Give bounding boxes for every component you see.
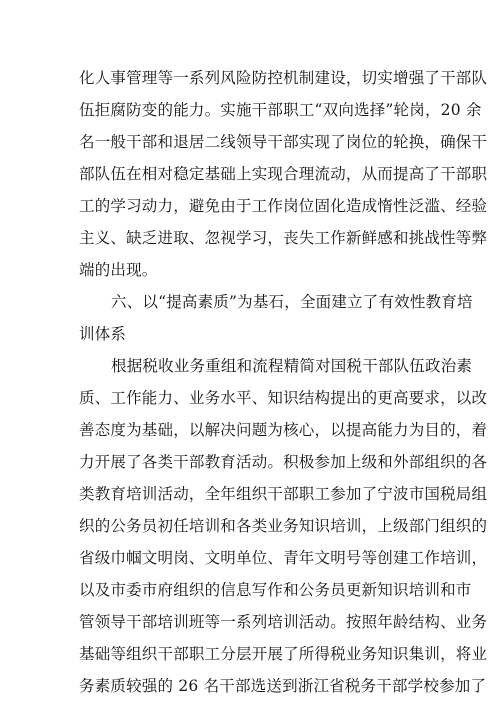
text-line: 基础等组织干部职工分层开展了所得税业务知识集训，将业 xyxy=(79,645,488,663)
text-line: 类教育培训活动，全年组织干部职工参加了宁波市国税局组 xyxy=(79,485,488,503)
text-line: 织的公务员初任培训和各类业务知识培训，上级部门组织的 xyxy=(79,517,488,535)
text-line: 名一般干部和退居二线领导干部实现了岗位的轮换，确保干 xyxy=(79,133,488,151)
text-line: 伍拒腐防变的能力。实施干部职工“双向选择”轮岗，20 余 xyxy=(79,101,482,119)
heading-line: 六、以“提高素质”为基石，全面建立了有效性教育培 xyxy=(111,293,473,311)
text-line: 端的出现。 xyxy=(79,261,158,279)
text-line: 化人事管理等一系列风险防控机制建设，切实增强了干部队 xyxy=(79,69,488,87)
text-line: 务素质较强的 26 名干部选送到浙江省税务干部学校参加了 xyxy=(79,677,487,695)
text-line: 根据税收业务重组和流程精简对国税干部队伍政治素 xyxy=(111,357,473,375)
text-line: 部队伍在相对稳定基础上实现合理流动，从而提高了干部职 xyxy=(79,165,488,183)
text-line: 省级巾帼文明岗、文明单位、青年文明号等创建工作培训， xyxy=(79,549,488,567)
heading-line: 训体系 xyxy=(79,325,127,343)
text-line: 主义、缺乏进取、忽视学习，丧失工作新鲜感和挑战性等弊 xyxy=(79,229,488,247)
text-line: 善态度为基础，以解决问题为核心，以提高能力为目的，着 xyxy=(79,421,488,439)
text-line: 工的学习动力，避免由于工作岗位固化造成惰性泛滥、经验 xyxy=(79,197,488,215)
text-line: 质、工作能力、业务水平、知识结构提出的更高要求，以改 xyxy=(79,389,488,407)
text-line: 力开展了各类干部教育活动。积极参加上级和外部组织的各 xyxy=(79,453,488,471)
text-line: 管领导干部培训班等一系列培训活动。按照年龄结构、业务 xyxy=(79,613,488,631)
text-line: 以及市委市府组织的信息写作和公务员更新知识培训和市 xyxy=(79,581,472,599)
